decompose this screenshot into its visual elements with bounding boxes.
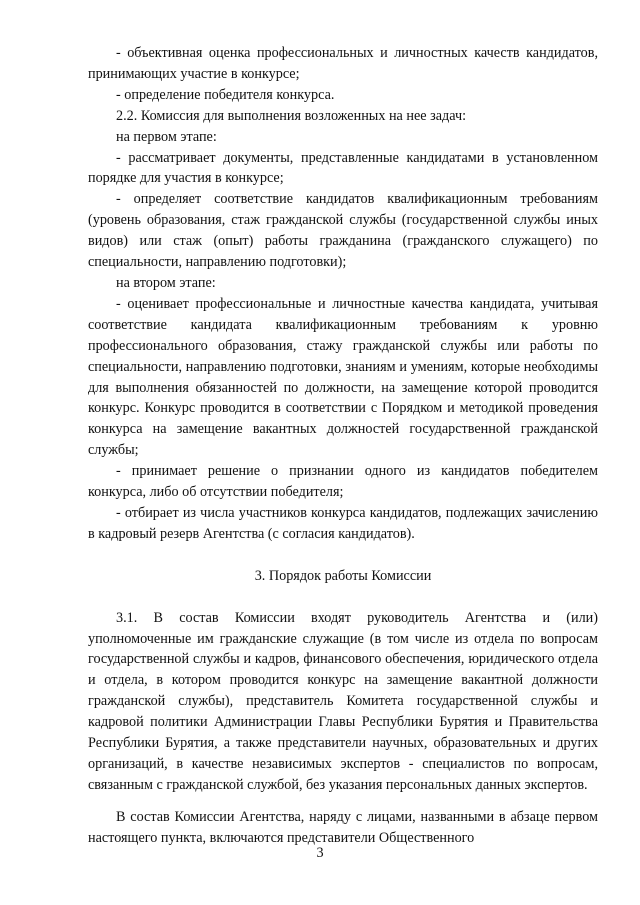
stage-one-item: - рассматривает документы, представленные кандидатами в установленном порядке для участия в конкурсе; (88, 149, 598, 187)
spacer (88, 545, 598, 566)
stage-two-item: - оценивает профессиональные и личностные качества кандидата, учитывая соответствие кандидата квалификационным требованиям к уровню профессионального образования, стажу гражданской службы или работы по специальности, направлению подготовки, знаниям и умениям, которые необходимы для выполнения обязанностей по должности, на замещение которой проводится конкурс. Конкурс проводится в соответствии с Порядком и методикой проведения конкурса на замещение вакантных должностей государственной гражданской службы; (88, 295, 598, 459)
clause-3-1: 3.1. В состав Комиссии входят руководитель Агентства и (или) уполномоченные им гражданские служащие (в том числе из отдела по вопросам государственной службы и кадров, финансового обеспечения, юридического отдела и отдела, в котором проводится конкурс на замещение вакантной должности гражданской службы), представитель Комитета государственной службы и кадровой политики Администрации Главы Республики Бурятия и Правительства Республики Бурятия, а также представители научных, образовательных и других организаций, в качестве независимых экспертов - специалистов по вопросам, связанным с гражданской службой, без указания персональных данных экспертов. (88, 609, 598, 793)
stage-one-label: на первом этапе: (116, 128, 217, 145)
clause-2-2: 2.2. Комиссия для выполнения возложенных на нее задач: (116, 107, 467, 124)
stage-two-item: - принимает решение о признании одного из кандидатов победителем конкурса, либо об отсутствии победителя; (88, 463, 598, 501)
stage-two-label: на втором этапе: (116, 274, 216, 291)
list-item-objective-assessment: - объективная оценка профессиональных и личностных качеств кандидатов, принимающих участие в конкурсе; (88, 45, 598, 82)
clause-3-1-continuation: В состав Комиссии Агентства, наряду с лицами, названными в абзаце первом настоящего пункта, включаются представители Общественного (88, 808, 598, 846)
stage-one-item: - определяет соответствие кандидатов квалификационным требованиям (уровень образования, стаж гражданской службы (государственной службы иных видов) или стаж (опыт) работы гражданина (гражданского служащего) по специальности, направлению подготовки); (88, 191, 598, 271)
list-item-winner-determination: - определение победителя конкурса. (116, 86, 335, 103)
spacer (88, 587, 598, 608)
stage-two-item: - отбирает из числа участников конкурса кандидатов, подлежащих зачислению в кадровый резерв Агентства (с согласия кандидатов). (88, 504, 598, 542)
section-heading: 3. Порядок работы Комиссии (254, 567, 432, 584)
document-body (88, 43, 598, 849)
spacer (88, 796, 598, 807)
page-number: 3 (316, 845, 324, 861)
